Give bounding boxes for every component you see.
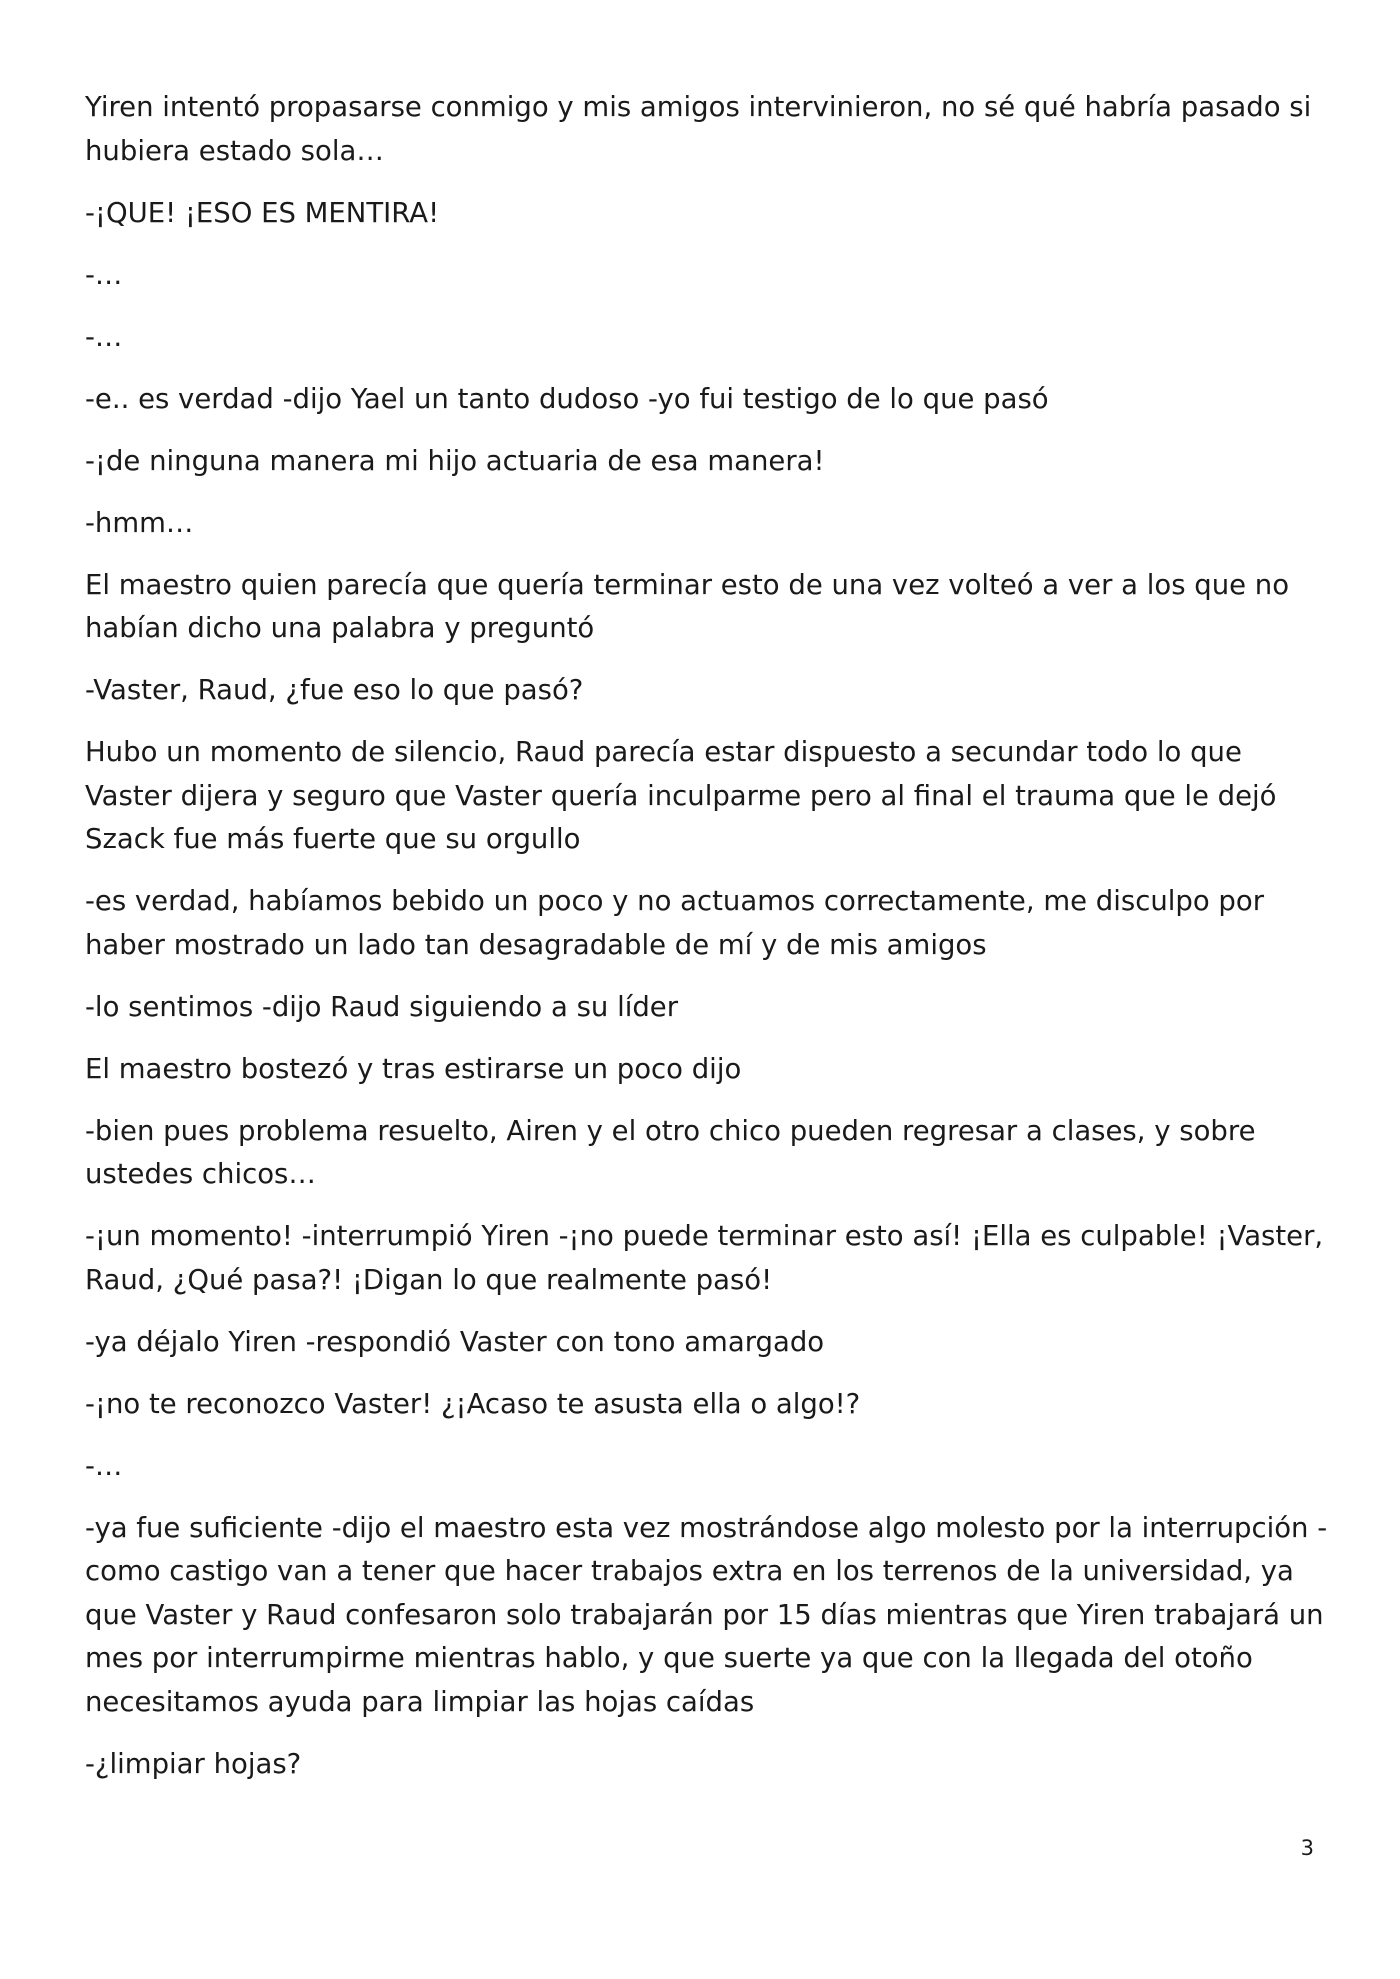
paragraph: -¡de ninguna manera mi hijo actuaria de esa manera! (85, 444, 825, 477)
paragraph: El maestro quien parecía que quería terminar esto de una vez volteó a ver a los que no habían dicho una palabra y preguntó (85, 568, 1290, 644)
paragraph: -hmm… (85, 506, 194, 539)
paragraph: -… (85, 258, 123, 291)
paragraph: -¡un momento! -interrumpió Yiren -¡no puede terminar esto así! ¡Ella es culpable! ¡Vaster, Raud, ¿Qué pasa?! ¡Digan lo que realmente pasó! (85, 1220, 1324, 1296)
paragraph: -… (85, 320, 123, 353)
paragraph: Yiren intentó propasarse conmigo y mis amigos intervinieron, no sé qué habría pasado si hubiera estado sola… (85, 91, 1312, 167)
paragraph: -… (85, 1449, 123, 1482)
paragraph: Hubo un momento de silencio, Raud parecía estar dispuesto a secundar todo lo que Vaster dijera y seguro que Vaster quería inculparme pero al final el trauma que le dejó Szack fue más fuerte que su orgullo (85, 736, 1277, 855)
page-number: 3 (1300, 1836, 1314, 1860)
paragraph: -lo sentimos -dijo Raud siguiendo a su líder (85, 990, 679, 1023)
paragraph: El maestro bostezó y tras estirarse un poco dijo (85, 1052, 742, 1085)
paragraph: -ya déjalo Yiren -respondió Vaster con tono amargado (85, 1325, 825, 1358)
page-body (85, 86, 1330, 1805)
paragraph: -¡QUE! ¡ESO ES MENTIRA! (85, 196, 440, 229)
paragraph: -Vaster, Raud, ¿fue eso lo que pasó? (85, 674, 584, 706)
paragraph: -¡no te reconozco Vaster! ¿¡Acaso te asusta ella o algo!? (85, 1387, 861, 1420)
paragraph: -bien pues problema resuelto, Airen y el otro chico pueden regresar a clases, y sobre ustedes chicos… (85, 1114, 1256, 1190)
paragraph: -es verdad, habíamos bebido un poco y no actuamos correctamente, me disculpo por haber mostrado un lado tan desagradable de mí y de mis amigos (85, 885, 1265, 961)
paragraph: -¿limpiar hojas? (85, 1747, 302, 1780)
paragraph: -e.. es verdad -dijo Yael un tanto dudoso -yo fui testigo de lo que pasó (85, 382, 1049, 415)
paragraph: -ya fue suficiente -dijo el maestro esta vez mostrándose algo molesto por la interrupción -como castigo van a tener que hacer trabajos extra en los terrenos de la universidad, ya que Vaster y Raud confesaron solo trabajarán por 15 días mientras que Yiren trabajará un mes por interrumpirme mientras hablo, y que suerte ya que con la llegada del otoño necesitamos ayuda para limpiar las hojas caídas (85, 1511, 1328, 1718)
